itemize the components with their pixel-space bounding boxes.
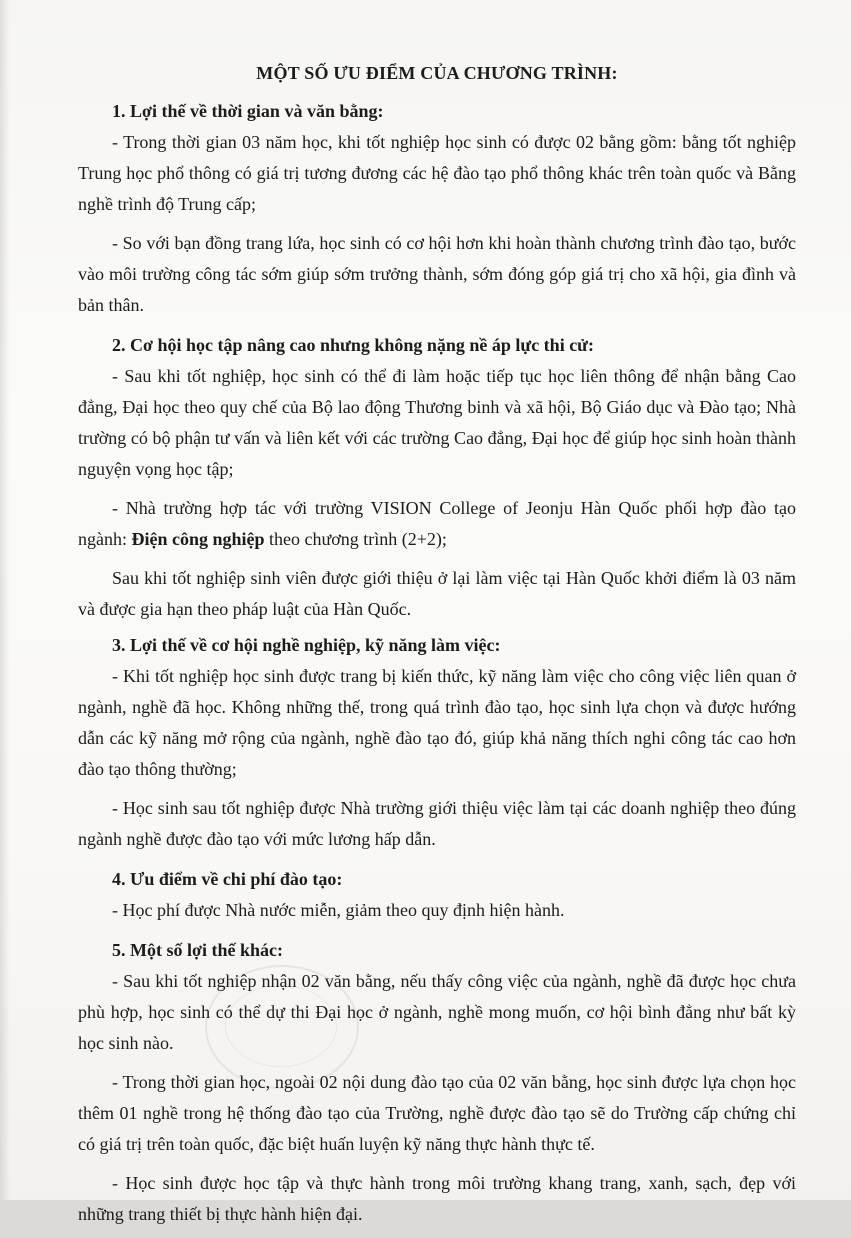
section-2-vision-paragraph (78, 493, 796, 555)
section-2-extra-paragraph: Sau khi tốt nghiệp sinh viên được giới thiệu ở lại làm việc tại Hàn Quốc khởi điểm là 03 năm và được gia hạn theo pháp luật của Hàn Quốc. (78, 568, 796, 619)
section-3-paragraph-1: - Khi tốt nghiệp học sinh được trang bị kiến thức, kỹ năng làm việc cho công việc liên quan ở ngành, nghề đã học. Không những thế, trong quá trình đào tạo, học sinh lựa chọn và được hướng dẫn các kỹ năng mở rộng của ngành, nghề đào tạo đó, giúp khả năng thích nghi công tác cao hơn đào tạo thông thường; (78, 666, 796, 779)
section-3-paragraph-2: - Học sinh sau tốt nghiệp được Nhà trường giới thiệu việc làm tại các doanh nghiệp theo đúng ngành nghề được đào tạo với mức lương hấp dẫn. (78, 798, 796, 849)
section-heading-4: 4. Ưu điểm về chi phí đào tạo: (112, 869, 343, 889)
section-heading-3: 3. Lợi thế về cơ hội nghề nghiệp, kỹ năng làm việc: (112, 635, 501, 655)
document-body (78, 58, 796, 1238)
section-2-paragraph-1: - Sau khi tốt nghiệp, học sinh có thể đi làm hoặc tiếp tục học liên thông để nhận bằng Cao đẳng, Đại học theo quy chế của Bộ lao động Thương binh và xã hội, Bộ Giáo dục và Đào tạo; Nhà trường có bộ phận tư vấn và liên kết với các trường Cao đẳng, Đại học để giúp học sinh hoàn thành nguyện vọng học tập; (78, 366, 796, 479)
document-title: MỘT SỐ ƯU ĐIỂM CỦA CHƯƠNG TRÌNH: (256, 63, 618, 83)
vision-text-before: - Nhà trường hợp tác với trường VISION College of Jeonju Hàn Quốc phối hợp đào tạo ngành: (78, 498, 796, 549)
page-edge-shadow (0, 0, 10, 1200)
section-4-paragraph-1: - Học phí được Nhà nước miễn, giảm theo quy định hiện hành. (112, 900, 565, 920)
section-5-paragraph-2: - Trong thời gian học, ngoài 02 nội dung đào tạo của 02 văn bằng, học sinh được lựa chọn học thêm 01 nghề trong hệ thống đào tạo của Trường, nghề được đào tạo sẽ do Trường cấp chứng chỉ có giá trị trên toàn quốc, đặc biệt huấn luyện kỹ năng thực hành thực tế. (78, 1072, 796, 1154)
section-heading-5: 5. Một số lợi thế khác: (112, 940, 283, 960)
section-5-paragraph-1: - Sau khi tốt nghiệp nhận 02 văn bằng, nếu thấy công việc của ngành, nghề đã được học chưa phù hợp, học sinh có thể dự thi Đại học ở ngành, nghề mong muốn, cơ hội bình đẳng như bất kỳ học sinh nào. (78, 971, 796, 1053)
section-heading-1: 1. Lợi thế về thời gian và văn bằng: (112, 101, 384, 121)
vision-text-after: theo chương trình (2+2); (264, 529, 447, 549)
section-1-paragraph-1: - Trong thời gian 03 năm học, khi tốt nghiệp học sinh có được 02 bằng gồm: bằng tốt nghiệp Trung học phổ thông có giá trị tương đương các hệ đào tạo phổ thông khác trên toàn quốc và Bằng nghề trình độ Trung cấp; (78, 132, 796, 214)
vision-major-name: Điện công nghiệp (131, 529, 265, 549)
section-1-paragraph-2: - So với bạn đồng trang lứa, học sinh có cơ hội hơn khi hoàn thành chương trình đào tạo, bước vào môi trường công tác sớm giúp sớm trưởng thành, sớm đóng góp giá trị cho xã hội, gia đình và bản thân. (78, 233, 796, 315)
section-heading-2: 2. Cơ hội học tập nâng cao nhưng không nặng nề áp lực thi cử: (112, 335, 594, 355)
section-5-paragraph-3: - Học sinh được học tập và thực hành trong môi trường khang trang, xanh, sạch, đẹp với những trang thiết bị thực hành hiện đại. (78, 1173, 796, 1224)
